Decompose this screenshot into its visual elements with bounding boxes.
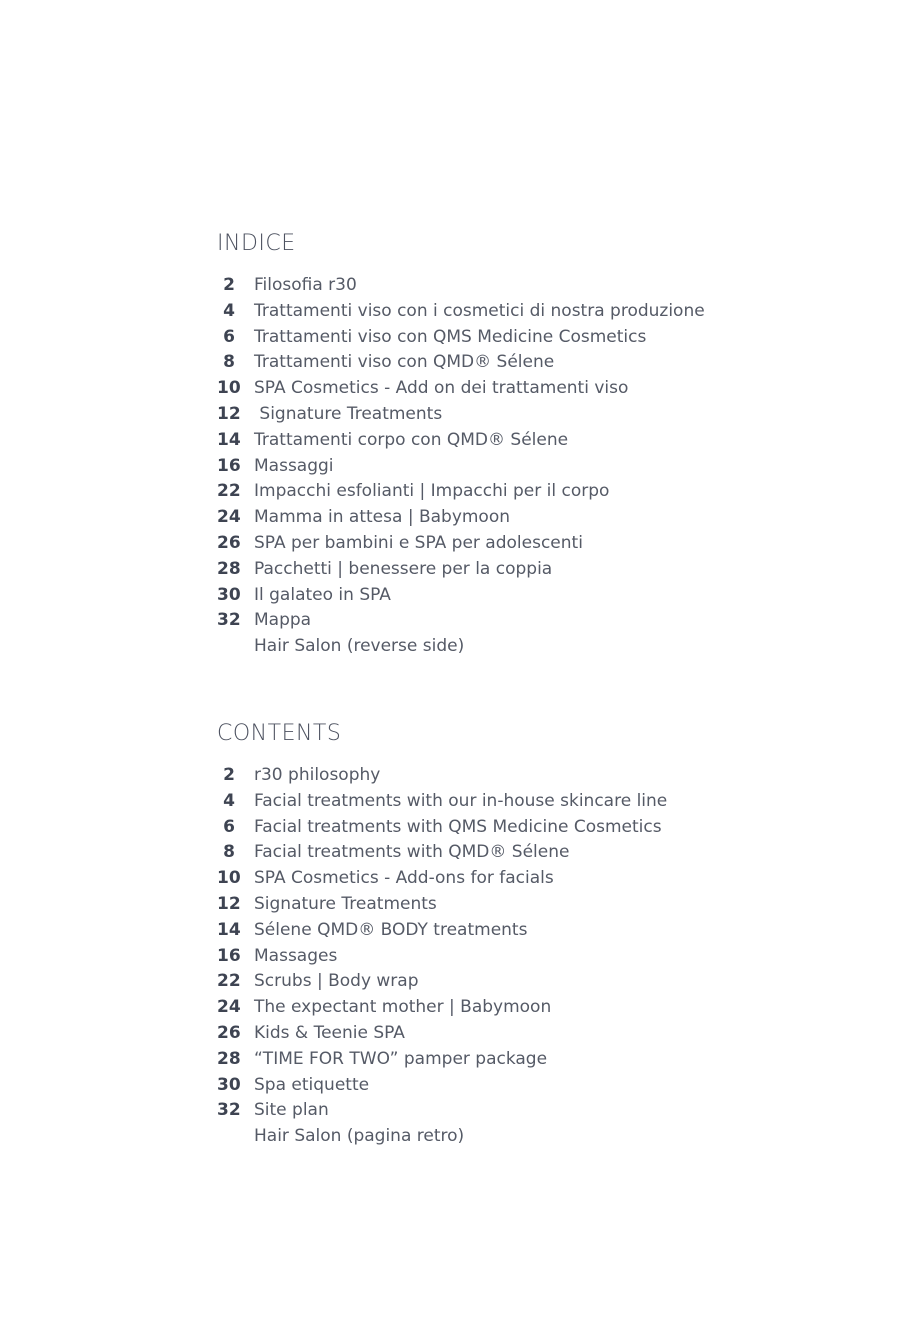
toc-entry-label: Signature Treatments — [254, 403, 443, 424]
toc-entry — [217, 969, 837, 995]
toc-entry-label: Hair Salon (reverse side) — [254, 636, 465, 657]
toc-page-number: 26 — [217, 1022, 241, 1043]
toc-entry-label: Trattamenti corpo con QMD® Sélene — [254, 429, 569, 450]
toc-page-number: 8 — [223, 352, 235, 373]
toc-entry — [217, 402, 837, 428]
toc-entry — [217, 531, 837, 557]
toc-entry — [217, 376, 837, 402]
toc-entry — [217, 1073, 837, 1099]
toc-entry — [217, 479, 837, 505]
toc-page-number: 30 — [217, 1074, 241, 1095]
toc-page-number: 4 — [223, 300, 235, 321]
toc-entry-label: Kids & Teenie SPA — [254, 1022, 405, 1043]
toc-entry — [217, 1047, 837, 1073]
toc-entry-label: Trattamenti viso con QMD® Sélene — [254, 352, 555, 373]
toc-page-number: 16 — [217, 455, 241, 476]
toc-entry-label: Sélene QMD® BODY treatments — [254, 919, 528, 940]
toc-entry-label: Site plan — [254, 1100, 329, 1121]
toc-page-number: 22 — [217, 971, 241, 992]
toc-entry-label: Hair Salon (pagina retro) — [254, 1126, 465, 1147]
toc-page-number: 12 — [217, 893, 241, 914]
toc-page-number: 28 — [217, 558, 241, 579]
toc-entry-label: Scrubs | Body wrap — [254, 971, 419, 992]
toc-entry — [217, 557, 837, 583]
toc-page-number: 6 — [223, 816, 235, 837]
toc-page-number: 2 — [223, 765, 235, 785]
toc-entry-label: Trattamenti viso con QMS Medicine Cosmetics — [254, 326, 647, 347]
toc-page-number: 32 — [217, 610, 241, 631]
toc-entry-label: SPA Cosmetics - Add on dei trattamenti viso — [254, 378, 629, 399]
contents-title: CONTENTS — [217, 721, 342, 746]
toc-entry-label: Facial treatments with our in-house skincare line — [254, 790, 668, 811]
toc-page-number: 6 — [223, 326, 235, 347]
toc-page-number: 22 — [217, 481, 241, 502]
toc-entry-label: Mappa — [254, 610, 312, 631]
toc-page-number: 10 — [217, 868, 241, 889]
toc-entry — [217, 1124, 837, 1150]
toc-entry — [217, 325, 837, 351]
toc-entry — [217, 1098, 837, 1124]
toc-entry — [217, 892, 837, 918]
toc-page-number: 10 — [217, 378, 241, 399]
toc-entry — [217, 299, 837, 325]
indice-list — [217, 273, 837, 660]
toc-entry — [217, 763, 837, 789]
toc-entry-label: Massages — [254, 945, 338, 966]
toc-entry-label: The expectant mother | Babymoon — [254, 997, 552, 1018]
toc-entry-label: “TIME FOR TWO” pamper package — [254, 1048, 548, 1069]
toc-entry-label: r30 philosophy — [254, 765, 381, 785]
toc-page-number: 8 — [223, 842, 235, 863]
toc-entry-label: Spa etiquette — [254, 1074, 370, 1095]
toc-page-number: 2 — [223, 275, 235, 295]
toc-entry-label: Facial treatments with QMD® Sélene — [254, 842, 570, 863]
toc-page-number: 24 — [217, 997, 241, 1018]
toc-entry — [217, 608, 837, 634]
toc-page-number: 28 — [217, 1048, 241, 1069]
toc-entry — [217, 505, 837, 531]
indice-title: INDICE — [217, 231, 296, 256]
toc-entry-label: SPA per bambini e SPA per adolescenti — [254, 532, 583, 553]
toc-entry — [217, 350, 837, 376]
toc-entry-label: Pacchetti | benessere per la coppia — [254, 558, 553, 579]
toc-page-number: 14 — [217, 429, 241, 450]
toc-entry — [217, 428, 837, 454]
toc-entry-label: Massaggi — [254, 455, 334, 476]
toc-entry-label: Il galateo in SPA — [254, 584, 391, 605]
contents-section — [217, 719, 837, 1150]
toc-entry — [217, 944, 837, 970]
toc-page-number: 16 — [217, 945, 241, 966]
toc-page-number: 14 — [217, 919, 241, 940]
toc-entry — [217, 583, 837, 609]
toc-entry-label: Filosofia r30 — [254, 275, 357, 295]
toc-page-number: 24 — [217, 507, 241, 528]
toc-entry — [217, 273, 837, 299]
toc-page-number: 12 — [217, 403, 241, 424]
toc-entry — [217, 789, 837, 815]
toc-entry — [217, 634, 837, 660]
toc-page-number: 26 — [217, 532, 241, 553]
toc-entry — [217, 1021, 837, 1047]
toc-entry — [217, 866, 837, 892]
toc-entry-label: Trattamenti viso con i cosmetici di nostra produzione — [254, 300, 705, 321]
toc-entry-label: Impacchi esfolianti | Impacchi per il corpo — [254, 481, 610, 502]
toc-entry — [217, 840, 837, 866]
toc-page-number: 32 — [217, 1100, 241, 1121]
contents-list — [217, 763, 837, 1150]
toc-entry-label: SPA Cosmetics - Add-ons for facials — [254, 868, 554, 889]
indice-section — [217, 229, 837, 660]
toc-entry — [217, 918, 837, 944]
toc-entry — [217, 815, 837, 841]
toc-page-number: 30 — [217, 584, 241, 605]
toc-entry — [217, 454, 837, 480]
toc-page-number: 4 — [223, 790, 235, 811]
toc-entry-label: Facial treatments with QMS Medicine Cosmetics — [254, 816, 662, 837]
toc-entry — [217, 995, 837, 1021]
toc-entry-label: Signature Treatments — [254, 893, 437, 914]
toc-entry-label: Mamma in attesa | Babymoon — [254, 507, 511, 528]
